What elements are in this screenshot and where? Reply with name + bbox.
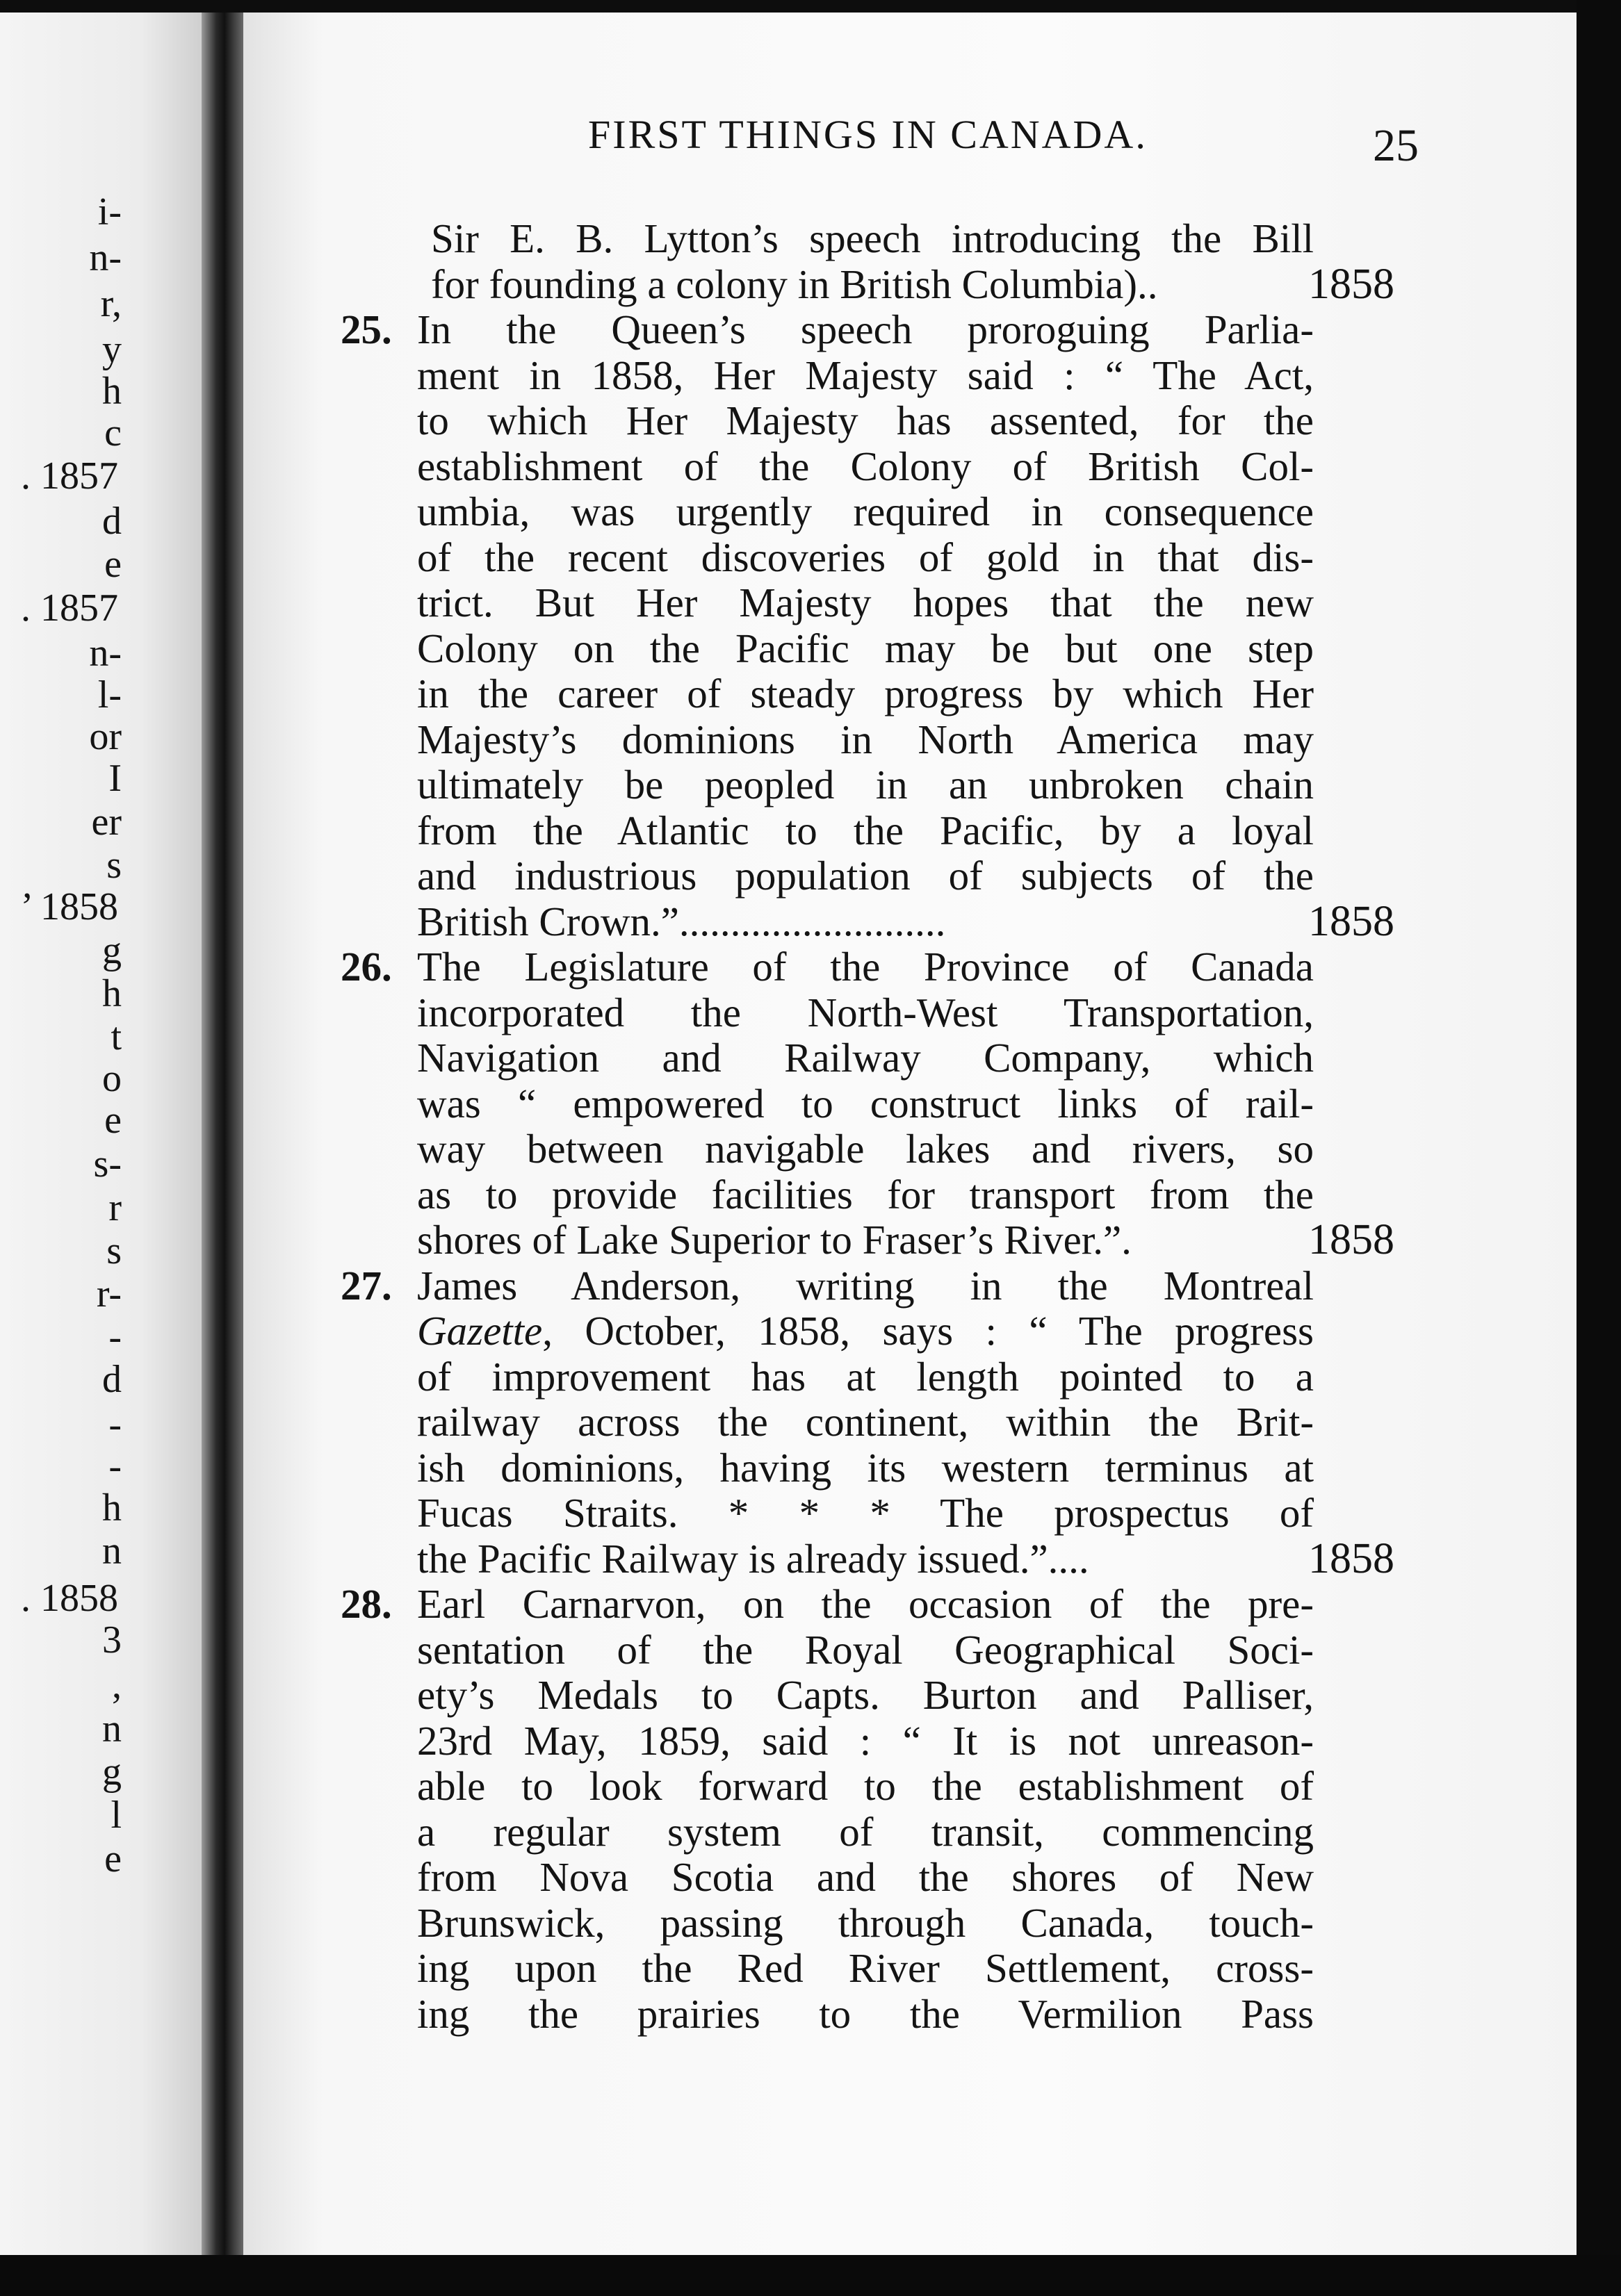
scan-border-top bbox=[0, 0, 1621, 13]
entry-text: incorporated the North-West Transportation, bbox=[417, 990, 1314, 1035]
facing-page-text-fragment: g bbox=[102, 929, 122, 972]
entry-text: Fucas Straits. * * * The prospectus of bbox=[417, 1490, 1314, 1536]
entry-text: Navigation and Railway Company, which bbox=[417, 1035, 1314, 1081]
entry-year: 1858 bbox=[1308, 1216, 1394, 1263]
entry-text: was “ empowered to construct links of rail- bbox=[417, 1081, 1314, 1126]
entry-line bbox=[0, 215, 1349, 261]
entry-text: British Crown.”.......................... bbox=[417, 899, 946, 944]
facing-page-text-fragment: . 1858 bbox=[21, 1577, 118, 1620]
facing-page-text-fragment: . 1857 bbox=[21, 454, 118, 498]
facing-page-text-fragment: e bbox=[104, 543, 122, 586]
entry-text: ish dominions, having its western terminus at bbox=[417, 1445, 1314, 1491]
facing-page-text-fragment: d bbox=[102, 500, 122, 543]
facing-page-text-fragment: l bbox=[111, 1794, 122, 1837]
facing-page-text-fragment: I bbox=[108, 757, 122, 800]
entry-text: for founding a colony in British Columbia).. bbox=[431, 261, 1158, 307]
entry-text: ultimately be peopled in an unbroken chain bbox=[417, 762, 1314, 807]
entry-text: way between navigable lakes and rivers, so bbox=[417, 1126, 1314, 1172]
entry-line bbox=[0, 1216, 1394, 1263]
entry-line bbox=[0, 990, 1349, 1035]
entry-text: in the career of steady progress by which Her bbox=[417, 671, 1314, 716]
entry-line bbox=[0, 1763, 1349, 1809]
entry-text: ety’s Medals to Capts. Burton and Palliser, bbox=[417, 1672, 1314, 1718]
entry-text: Colony on the Pacific may be but one step bbox=[417, 625, 1314, 671]
entry-line bbox=[0, 1672, 1349, 1718]
facing-page-text-fragment: h bbox=[102, 1486, 122, 1530]
entry-year: 1858 bbox=[1308, 898, 1394, 945]
entry-line bbox=[0, 1486, 1349, 1536]
facing-page-text-fragment: h bbox=[102, 972, 122, 1015]
entry-text: sentation of the Royal Geographical Soci- bbox=[417, 1627, 1314, 1673]
entry-line bbox=[0, 352, 1349, 398]
entry-text: Majesty’s dominions in North America may bbox=[417, 716, 1314, 762]
entry-text: from Nova Scotia and the shores of New bbox=[417, 1854, 1314, 1900]
scan-border-right bbox=[1577, 0, 1621, 2296]
entry-line bbox=[0, 1172, 1349, 1217]
entry-line bbox=[0, 1354, 1349, 1400]
entry-text: ing the prairies to the Vermilion Pass bbox=[417, 1991, 1314, 2037]
facing-page-text-fragment: r, bbox=[100, 282, 122, 325]
facing-page-text-fragment: n bbox=[102, 1530, 122, 1573]
entry-line bbox=[0, 716, 1349, 762]
facing-page-text-fragment: - bbox=[108, 1403, 122, 1446]
facing-page-text-fragment: i- bbox=[97, 190, 122, 233]
entry-line bbox=[0, 1308, 1349, 1359]
entry-line bbox=[0, 671, 1349, 716]
entry-line bbox=[0, 1577, 1349, 1627]
entry-text: railway across the continent, within the Brit- bbox=[417, 1399, 1314, 1445]
entry-text: ing upon the Red River Settlement, cross- bbox=[417, 1945, 1314, 1991]
entry-line bbox=[0, 1399, 1349, 1445]
entry-line bbox=[0, 1126, 1349, 1172]
entry-text: Earl Carnarvon, on the occasion of the pre- bbox=[417, 1581, 1314, 1627]
facing-page-text-fragment: g bbox=[102, 1750, 122, 1794]
facing-page-text-fragment: n bbox=[102, 1707, 122, 1750]
entry-text: from the Atlantic to the Pacific, by a loyal bbox=[417, 807, 1314, 853]
entry-line bbox=[0, 762, 1349, 807]
running-title: FIRST THINGS IN CANADA. bbox=[588, 112, 1148, 157]
facing-page-text-fragment: s bbox=[106, 1229, 122, 1272]
entry-line bbox=[0, 397, 1349, 443]
facing-page-text-fragment: e bbox=[104, 1099, 122, 1142]
entry-text: ment in 1858, Her Majesty said : “ The Act, bbox=[417, 352, 1314, 398]
entry-text: James Anderson, writing in the Montreal bbox=[417, 1263, 1314, 1309]
entry-text: The Legislature of the Province of Canada bbox=[417, 944, 1314, 990]
entry-line bbox=[0, 625, 1349, 675]
page-number: 25 bbox=[1373, 120, 1419, 171]
entry-number: 25. bbox=[341, 306, 392, 352]
facing-page-text-fragment: e bbox=[104, 1837, 122, 1880]
entry-text: able to look forward to the establishment of bbox=[417, 1763, 1314, 1809]
entry-line bbox=[0, 853, 1349, 899]
entry-line bbox=[0, 534, 1349, 580]
entry-text: trict. But Her Majesty hopes that the new bbox=[417, 580, 1314, 625]
newspaper-title: Gazette bbox=[417, 1308, 543, 1354]
entry-text: shores of Lake Superior to Fraser’s River.”. bbox=[417, 1217, 1132, 1263]
entry-text: as to provide facilities for transport from the bbox=[417, 1172, 1314, 1217]
entry-text: a regular system of transit, commencing bbox=[417, 1809, 1314, 1855]
facing-page-text-fragment: s bbox=[106, 844, 122, 887]
facing-page-text-fragment: , bbox=[112, 1664, 122, 1707]
facing-page-text-fragment: r- bbox=[96, 1272, 122, 1315]
entry-number: 28. bbox=[341, 1581, 392, 1627]
entry-line bbox=[0, 1445, 1349, 1491]
entry-text: and industrious population of subjects of the bbox=[417, 853, 1314, 899]
entry-line bbox=[0, 1718, 1349, 1764]
entry-text: of improvement has at length pointed to a bbox=[417, 1354, 1314, 1400]
facing-page-text-fragment: c bbox=[104, 411, 122, 454]
facing-page-text-fragment: . 1857 bbox=[21, 587, 118, 630]
facing-page-text-fragment: n- bbox=[89, 632, 122, 675]
entry-text: of the recent discoveries of gold in that dis- bbox=[417, 534, 1314, 580]
facing-page-text-fragment: s- bbox=[93, 1142, 122, 1186]
facing-page-text-fragment: ’ 1858 bbox=[20, 885, 118, 928]
entry-text: establishment of the Colony of British Col- bbox=[417, 443, 1314, 489]
entry-line bbox=[0, 898, 1394, 945]
entry-text: 23rd May, 1859, said : “ It is not unreason- bbox=[417, 1718, 1314, 1764]
facing-page-text-fragment: - bbox=[108, 1315, 122, 1359]
facing-page-text-fragment: 3 bbox=[102, 1618, 122, 1662]
entry-text: umbia, was urgently required in consequence bbox=[417, 489, 1314, 534]
entry-line bbox=[0, 261, 1394, 308]
entry-line bbox=[0, 489, 1349, 534]
facing-page-text-fragment: l- bbox=[97, 673, 122, 716]
entry-text: to which Her Majesty has assented, for the bbox=[417, 397, 1314, 443]
facing-page-text-fragment: d bbox=[102, 1358, 122, 1401]
entry-year: 1858 bbox=[1308, 261, 1394, 308]
entry-text: Brunswick, passing through Canada, touch- bbox=[417, 1900, 1314, 1946]
entry-text: the Pacific Railway is already issued.”.... bbox=[417, 1536, 1089, 1582]
facing-page-text-fragment: er bbox=[91, 801, 122, 844]
entry-line bbox=[0, 1035, 1349, 1081]
facing-page-text-fragment: h bbox=[102, 370, 122, 413]
facing-page-text-fragment: y bbox=[102, 328, 122, 371]
facing-page-text-fragment: o bbox=[102, 1057, 122, 1100]
entry-text: In the Queen’s speech proroguing Parlia- bbox=[417, 306, 1314, 352]
entry-text: Gazette, October, 1858, says : “ The progress bbox=[417, 1308, 1314, 1354]
entry-line bbox=[0, 1945, 1349, 1991]
entry-line bbox=[0, 580, 1349, 625]
entry-line bbox=[0, 306, 1349, 352]
entry-line bbox=[0, 1535, 1394, 1582]
entry-line bbox=[0, 1900, 1349, 1946]
entry-line bbox=[0, 1991, 1349, 2037]
entry-line bbox=[0, 1627, 1349, 1673]
entry-line bbox=[0, 1081, 1349, 1126]
facing-page-text-fragment: or bbox=[89, 715, 122, 758]
entry-number: 26. bbox=[341, 944, 392, 990]
facing-page-text-fragment: n- bbox=[89, 236, 122, 279]
entry-line bbox=[0, 1263, 1349, 1309]
entry-line bbox=[0, 1854, 1349, 1900]
entry-line bbox=[0, 443, 1349, 489]
entry-year: 1858 bbox=[1308, 1535, 1394, 1582]
entry-line bbox=[0, 807, 1349, 853]
entry-line bbox=[0, 944, 1349, 990]
entry-line bbox=[0, 1809, 1349, 1855]
facing-page-text-fragment: r bbox=[108, 1186, 122, 1229]
scan-border-bottom bbox=[0, 2255, 1621, 2296]
entry-text: Sir E. B. Lytton’s speech introducing the Bill bbox=[431, 215, 1314, 261]
facing-page-text-fragment: - bbox=[108, 1445, 122, 1488]
facing-page-text-fragment: t bbox=[111, 1015, 122, 1058]
entry-number: 27. bbox=[341, 1263, 392, 1309]
